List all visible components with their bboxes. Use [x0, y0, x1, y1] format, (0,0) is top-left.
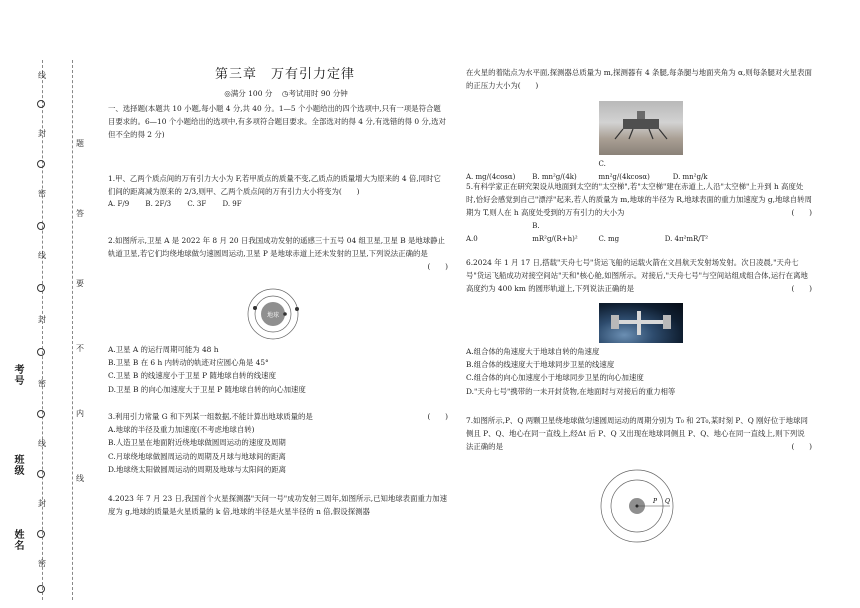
question-5 [466, 180, 812, 246]
answer-bracket: ( ) [427, 412, 448, 421]
answer-bracket: ( ) [791, 442, 812, 452]
question-4-text-cont: 在火星的着陆点为水平面,探测器总质量为 m,探测器有 4 条腿,每条腿与地面夹角为 α,则每条腿对火星表面的正压力大小为( ) [466, 68, 812, 91]
question-6-text: 6.2024 年 1 月 17 日,搭载"天舟七号"货运飞船的运载火箭在文昌航天发射场发射。次日凌晨,"天舟七号"货运飞船成功对接空间站"天和"核心舱,如图所示。对接后,"天舟七号"与空间站组成组合体,运行在离地高度约为 400 km 的圆形轨道上,下列说法正确的是 [466, 258, 808, 294]
option-a[interactable]: A. F/9 [108, 200, 130, 209]
section-instructions: 一、选择题(本题共 10 小题,每小题 4 分,共 40 分。1—5 个小题给出的四个选项中,只有一项是符合题目要求的。6—10 个小题给出的选项中,有多项符合题目要求。全部选对的得 4 分,有选错的得 0 分,选对但不全的得 2 分) [108, 104, 446, 140]
seal-line-outer [42, 60, 43, 600]
page-title: 第三章 万有引力定律 [214, 67, 355, 82]
satellite-orbit-diagram [246, 287, 300, 341]
option-c[interactable]: C. 3F [187, 200, 207, 209]
binding-hole [37, 470, 45, 478]
satellite-p-dot [283, 312, 287, 316]
answer-bracket: ( ) [427, 262, 448, 272]
question-1 [108, 172, 448, 212]
seal-char: 线 [38, 439, 46, 448]
label-q: Q [665, 498, 670, 505]
binding-hole [37, 100, 45, 108]
notice-char: 线 [76, 474, 84, 483]
option-c[interactable]: C.组合体的向心加速度小于地球同步卫星的向心加速度 [466, 373, 644, 383]
option-b[interactable]: B.组合体的线速度大于地球同步卫星的线速度 [466, 360, 615, 370]
question-2 [108, 234, 448, 274]
space-station-icon [599, 303, 683, 343]
seal-char: 线 [38, 251, 46, 260]
option-d[interactable]: D. mn²g/k [672, 173, 708, 182]
seal-char: 密 [38, 559, 46, 568]
option-c[interactable]: C. mg [598, 234, 620, 243]
option-d[interactable]: D.卫星 B 的向心加速度大于卫星 P 随地球自转的向心加速度 [108, 384, 306, 394]
space-station-photo [599, 303, 683, 343]
option-a[interactable]: A.组合体的角速度大于地球自转的角速度 [466, 347, 600, 356]
seal-char: 线 [38, 71, 46, 80]
seal-char: 封 [38, 129, 46, 138]
binding-hole [37, 160, 45, 168]
option-c[interactable]: C. mn²g/(4kcosα) [598, 160, 650, 182]
option-b[interactable]: B. mR²g/(R+h)² [532, 221, 578, 243]
binding-hole [37, 222, 45, 230]
option-b[interactable]: B. 2F/3 [145, 200, 172, 209]
timer-icon: ◷ [281, 89, 289, 98]
label-p: P [653, 498, 658, 505]
binding-hole [37, 284, 45, 292]
clock-icon: ◎ [224, 89, 231, 98]
question-4-part1 [108, 492, 448, 518]
option-b[interactable]: B. mn²g/(4k) [532, 173, 577, 182]
question-1-text: 1.甲、乙两个质点间的万有引力大小为 F,若甲质点的质量不变,乙质点的质量增大为原来的 4 倍,同时它们间的距离减为原来的 2/3,则甲、乙两个质点间的万有引力大小将变为( ) [108, 174, 441, 197]
question-2-text: 2.如图所示,卫星 A 是 2022 年 8 月 20 日我国成功发射的遥感三十五号 04 组卫星,卫星 B 是地球静止轨道卫星,若它们均绕地球做匀速圆周运动,卫星 P 是地球赤道上还未发射的卫星,下列说法正确的是 [108, 236, 445, 259]
question-6-options [466, 345, 812, 398]
option-d[interactable]: D. 4π²mR/T² [664, 234, 709, 243]
answer-bracket: ( ) [791, 284, 812, 294]
notice-char: 内 [76, 409, 84, 418]
left-column [108, 102, 448, 142]
option-b[interactable]: B.人造卫星在地面附近绕地球做圆周运动的速度及周期 [108, 438, 286, 448]
notice-char: 不 [76, 344, 84, 353]
option-a[interactable]: A. mg/(4cosα) [466, 173, 516, 182]
name-label: 姓名 [14, 530, 25, 552]
binding-hole [37, 530, 45, 538]
question-7-text: 7.如图所示,P、Q 两颗卫星绕地球做匀速圆周运动的周期分别为 T₀ 和 2T₀,某时刻 P、Q 刚好位于地球同侧且 P、Q、地心在同一直线上,经Δt 后 P、Q 又出现在地球同侧且 P、Q、地心在同一直线上,则下列说法正确的是 [466, 416, 808, 452]
option-d[interactable]: D.地球绕太阳做圆周运动的周期及地球与太阳间的距离 [108, 464, 286, 474]
option-b[interactable]: B.卫星 B 在 6 h 内转动的轨迹对应圆心角是 45° [108, 358, 269, 368]
option-a[interactable]: A.地球的半径及重力加速度(不考虑地球自转) [108, 425, 255, 435]
notice-char: 答 [76, 209, 84, 218]
seal-char: 封 [38, 499, 46, 508]
binding-hole [37, 410, 45, 418]
question-7 [466, 414, 812, 454]
time-text: 考试用时 90 分钟 [288, 89, 348, 98]
earth-label: 地球 [266, 312, 280, 319]
option-d[interactable]: D. 9F [222, 200, 242, 209]
satellite-b-dot [295, 307, 299, 311]
mars-rover-photo [599, 101, 683, 155]
question-4-part2 [466, 66, 812, 92]
notice-char: 要 [76, 279, 84, 288]
question-3 [108, 410, 448, 476]
option-d[interactable]: D."天舟七号"携带的一未开封货物,在地面时与对接后的重力相等 [466, 386, 676, 396]
question-2-options [108, 343, 448, 396]
lander-icon [599, 101, 683, 155]
answer-bracket: ( ) [791, 208, 812, 218]
binding-hole [37, 348, 45, 356]
option-a[interactable]: A.0 [466, 234, 478, 243]
option-c[interactable]: C.月球绕地球做圆周运动的周期及月球与地球间的距离 [108, 451, 286, 461]
pq-orbit-diagram [599, 468, 675, 544]
seal-char: 密 [38, 379, 46, 388]
student-id-label: 考号 [14, 365, 25, 387]
seal-line-inner [72, 60, 73, 600]
question-4-text-start: 4.2023 年 7 月 23 日,我国首个火星探测器"天问一号"成功发射三周年,如图所示,已知地球表面重力加速度为 g,地球的质量是火星质量的 k 倍,地球的半径是火星半径的 n 倍,假设探测器 [108, 494, 448, 517]
notice-char: 题 [76, 139, 84, 148]
question-6 [466, 256, 812, 296]
satellite-a-dot [253, 306, 257, 310]
option-c[interactable]: C.卫星 B 的线速度小于卫星 P 随地球自转的线速度 [108, 371, 276, 381]
score-text: 满分 100 分 [230, 89, 273, 98]
seal-char: 封 [38, 315, 46, 324]
question-5-text: 5.有科学家正在研究架设从地面到太空的"太空梯",若"太空梯"建在赤道上,人沿"太空梯"上升到 h 高度处时,恰好会感觉到自己"漂浮"起来,若人的质量为 m,地球的半径为 R,地球表面的重力加速度为 g,地球自转周期为 T,则人在 h 高度处受到的万有引力的大小为 [466, 182, 812, 218]
option-a[interactable]: A.卫星 A 的运行周期可能为 48 h [108, 345, 219, 354]
class-label: 班级 [14, 455, 25, 477]
question-3-text: 3.利用引力常量 G 和下列某一组数据,不能计算出地球质量的是 [108, 412, 313, 421]
seal-char: 密 [38, 189, 46, 198]
question-1-options [108, 198, 448, 211]
exam-info [186, 88, 386, 99]
binding-hole [37, 585, 45, 593]
